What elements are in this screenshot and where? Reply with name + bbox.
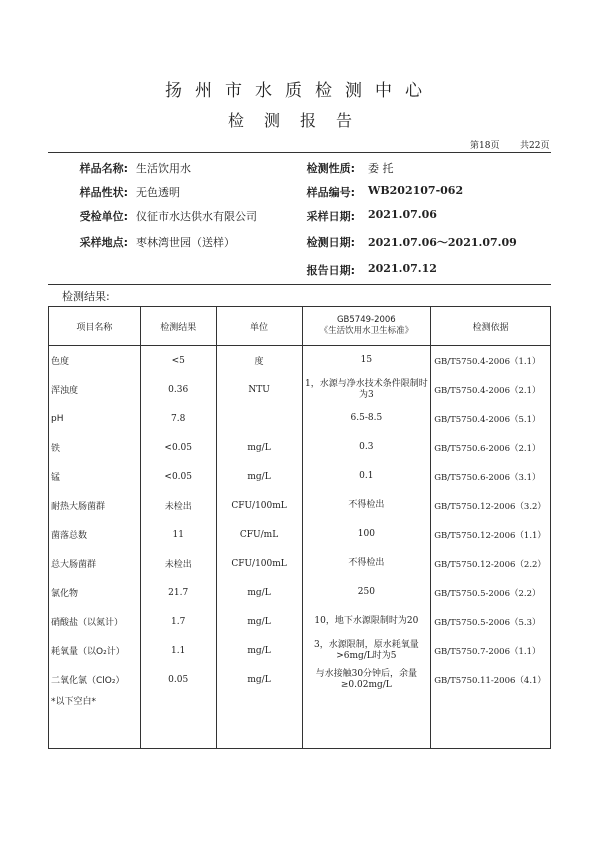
standard-limit: 250 bbox=[302, 578, 431, 607]
page-number: 第18页 bbox=[470, 141, 500, 151]
sample-state: 无色透明 bbox=[136, 186, 180, 199]
test-basis: GB/T5750.4-2006（2.1） bbox=[431, 375, 551, 404]
table-row bbox=[49, 520, 551, 549]
result-value: <0.05 bbox=[140, 433, 216, 462]
result-value: 7.8 bbox=[140, 404, 216, 433]
table-row bbox=[49, 491, 551, 520]
results-title: 检测结果: bbox=[62, 290, 110, 303]
item-name: 色度 bbox=[49, 346, 141, 376]
unit: NTU bbox=[216, 375, 302, 404]
item-name: pH bbox=[49, 404, 141, 433]
result-value: 11 bbox=[140, 520, 216, 549]
sampling-date: 2021.07.06 bbox=[368, 208, 437, 221]
item-name: 菌落总数 bbox=[49, 520, 141, 549]
item-name: 二氧化氯（ClO₂） bbox=[49, 665, 141, 694]
client: 仪征市水达供水有限公司 bbox=[136, 210, 257, 223]
unit: CFU/100mL bbox=[216, 491, 302, 520]
item-name: 硝酸盐（以氮计） bbox=[49, 607, 141, 636]
report-title: 检测报告 bbox=[227, 111, 372, 130]
test-basis: GB/T5750.5-2006（5.3） bbox=[431, 607, 551, 636]
sampling-date-label: 采样日期: bbox=[306, 210, 355, 223]
test-date-label: 检测日期: bbox=[306, 236, 355, 249]
test-basis: GB/T5750.11-2006（4.1） bbox=[431, 665, 551, 694]
standard-limit: 不得检出 bbox=[302, 549, 431, 578]
table-end-row bbox=[49, 694, 551, 749]
standard-limit: 3，水源限制，原水耗氧量>6mg/L时为5 bbox=[302, 636, 431, 665]
unit bbox=[216, 404, 302, 433]
end-note: *以下空白* bbox=[49, 694, 141, 749]
unit: mg/L bbox=[216, 665, 302, 694]
report-date: 2021.07.12 bbox=[368, 262, 437, 275]
divider-top bbox=[48, 152, 551, 153]
standard-limit: 100 bbox=[302, 520, 431, 549]
item-name: 氯化物 bbox=[49, 578, 141, 607]
item-name: 铁 bbox=[49, 433, 141, 462]
table-row bbox=[49, 607, 551, 636]
sampling-site-label: 采样地点: bbox=[79, 236, 128, 249]
standard-limit: 不得检出 bbox=[302, 491, 431, 520]
unit: 度 bbox=[216, 346, 302, 376]
item-name: 浑浊度 bbox=[49, 375, 141, 404]
result-value: 未检出 bbox=[140, 491, 216, 520]
table-row bbox=[49, 636, 551, 665]
unit: mg/L bbox=[216, 636, 302, 665]
standard-limit: 与水接触30分钟后，余量≥0.02mg/L bbox=[302, 665, 431, 694]
test-basis: GB/T5750.12-2006（2.2） bbox=[431, 549, 551, 578]
item-name: 耐热大肠菌群 bbox=[49, 491, 141, 520]
test-basis: GB/T5750.12-2006（1.1） bbox=[431, 520, 551, 549]
result-value: 1.1 bbox=[140, 636, 216, 665]
organization-name: 扬州市水质检测中心 bbox=[165, 81, 435, 101]
unit: mg/L bbox=[216, 607, 302, 636]
test-basis: GB/T5750.6-2006（2.1） bbox=[431, 433, 551, 462]
table-row bbox=[49, 665, 551, 694]
result-value: 0.36 bbox=[140, 375, 216, 404]
sample-no-label: 样品编号: bbox=[306, 186, 355, 199]
unit: mg/L bbox=[216, 433, 302, 462]
test-nature-label: 检测性质: bbox=[306, 162, 355, 175]
test-basis: GB/T5750.4-2006（5.1） bbox=[431, 404, 551, 433]
result-value: 0.05 bbox=[140, 665, 216, 694]
standard-limit: 15 bbox=[302, 346, 431, 376]
total-pages: 共22页 bbox=[520, 141, 550, 151]
empty-cell bbox=[302, 694, 431, 749]
test-basis: GB/T5750.12-2006（3.2） bbox=[431, 491, 551, 520]
result-value: 21.7 bbox=[140, 578, 216, 607]
table-row bbox=[49, 578, 551, 607]
table-row bbox=[49, 462, 551, 491]
sample-state-label: 样品性状: bbox=[79, 186, 128, 199]
item-name: 耗氧量（以O₂计） bbox=[49, 636, 141, 665]
test-basis: GB/T5750.6-2006（3.1） bbox=[431, 462, 551, 491]
standard-limit: 0.1 bbox=[302, 462, 431, 491]
divider-middle bbox=[48, 284, 551, 285]
results-table bbox=[48, 306, 551, 749]
empty-cell bbox=[431, 694, 551, 749]
table-row bbox=[49, 404, 551, 433]
column-header: 项目名称 bbox=[49, 307, 141, 346]
result-value: 未检出 bbox=[140, 549, 216, 578]
test-basis: GB/T5750.7-2006（1.1） bbox=[431, 636, 551, 665]
empty-cell bbox=[216, 694, 302, 749]
result-value: <5 bbox=[140, 346, 216, 376]
empty-cell bbox=[140, 694, 216, 749]
table-row bbox=[49, 346, 551, 376]
item-name: 锰 bbox=[49, 462, 141, 491]
column-header: 检测依据 bbox=[431, 307, 551, 346]
test-nature: 委 托 bbox=[368, 162, 394, 175]
unit: mg/L bbox=[216, 578, 302, 607]
table-row bbox=[49, 549, 551, 578]
result-value: <0.05 bbox=[140, 462, 216, 491]
test-date: 2021.07.06～2021.07.09 bbox=[368, 236, 517, 249]
sample-name-label: 样品名称: bbox=[79, 162, 128, 175]
unit: CFU/100mL bbox=[216, 549, 302, 578]
column-header: GB5749-2006 《生活饮用水卫生标准》 bbox=[302, 307, 431, 346]
column-header: 检测结果 bbox=[140, 307, 216, 346]
sampling-site: 枣林湾世园（送样） bbox=[136, 236, 235, 249]
unit: mg/L bbox=[216, 462, 302, 491]
standard-limit: 0.3 bbox=[302, 433, 431, 462]
standard-limit: 1，水源与净水技术条件限制时为3 bbox=[302, 375, 431, 404]
standard-limit: 10，地下水源限制时为20 bbox=[302, 607, 431, 636]
test-basis: GB/T5750.4-2006（1.1） bbox=[431, 346, 551, 376]
column-header: 单位 bbox=[216, 307, 302, 346]
result-value: 1.7 bbox=[140, 607, 216, 636]
item-name: 总大肠菌群 bbox=[49, 549, 141, 578]
sample-no: WB202107-062 bbox=[368, 184, 464, 197]
sample-name: 生活饮用水 bbox=[136, 162, 191, 175]
table-header-row bbox=[49, 307, 551, 346]
client-label: 受检单位: bbox=[79, 210, 128, 223]
report-date-label: 报告日期: bbox=[306, 264, 355, 277]
test-basis: GB/T5750.5-2006（2.2） bbox=[431, 578, 551, 607]
unit: CFU/mL bbox=[216, 520, 302, 549]
standard-limit: 6.5-8.5 bbox=[302, 404, 431, 433]
table-row bbox=[49, 375, 551, 404]
table-row bbox=[49, 433, 551, 462]
